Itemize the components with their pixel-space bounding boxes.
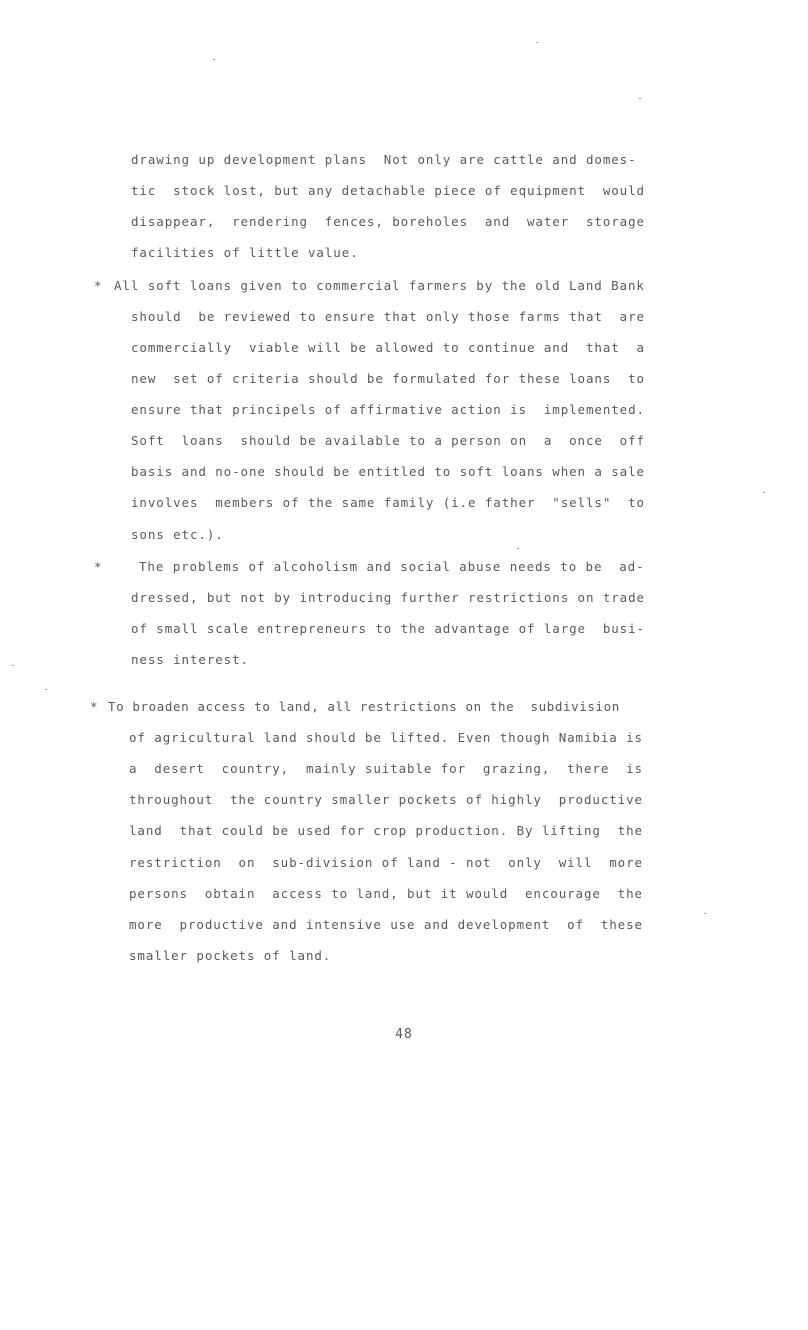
scan-speck	[12, 665, 14, 666]
text-line: sons etc.).	[131, 527, 224, 542]
scan-speck	[704, 913, 706, 914]
text-line: tic stock lost, but any detachable piece of equipment would	[131, 183, 645, 198]
text-line: disappear, rendering fences, boreholes and water storage	[131, 214, 645, 229]
text-line: drawing up development plans Not only are cattle and domes-	[131, 152, 637, 167]
text-line: Soft loans should be available to a person on a once off	[131, 433, 645, 448]
text-line: To broaden access to land, all restrictions on the subdivision	[108, 699, 620, 714]
text-line: facilities of little value.	[131, 245, 359, 260]
text-line: throughout the country smaller pockets of highly productive	[129, 792, 643, 807]
text-line: involves members of the same family (i.e father "sells" to	[131, 495, 645, 510]
scan-speck	[45, 689, 47, 690]
text-line: of small scale entrepreneurs to the advantage of large busi-	[131, 621, 645, 636]
text-line: should be reviewed to ensure that only those farms that are	[131, 309, 645, 324]
bullet-marker: *	[94, 559, 102, 574]
scan-speck	[517, 548, 519, 549]
text-line: ensure that principels of affirmative action is implemented.	[131, 402, 645, 417]
text-line: dressed, but not by introducing further restrictions on trade	[131, 590, 645, 605]
text-line: smaller pockets of land.	[129, 948, 332, 963]
scan-speck	[763, 492, 765, 493]
text-line: more productive and intensive use and development of these	[129, 917, 643, 932]
text-line: basis and no-one should be entitled to soft loans when a sale	[131, 464, 645, 479]
text-line: land that could be used for crop production. By lifting the	[129, 823, 643, 838]
text-line: of agricultural land should be lifted. Even though Namibia is	[129, 730, 643, 745]
text-line: new set of criteria should be formulated for these loans to	[131, 371, 645, 386]
scan-speck	[213, 59, 215, 60]
text-line: persons obtain access to land, but it would encourage the	[129, 886, 643, 901]
text-line: a desert country, mainly suitable for grazing, there is	[129, 761, 643, 776]
scan-speck	[536, 42, 538, 43]
bullet-marker: *	[90, 699, 98, 714]
bullet-marker: *	[94, 278, 102, 293]
page-number: 48	[395, 1027, 413, 1042]
scan-speck	[639, 98, 641, 99]
text-line: commercially viable will be allowed to continue and that a	[131, 340, 645, 355]
text-line: restriction on sub-division of land - not only will more	[129, 855, 643, 870]
text-line: The problems of alcoholism and social abuse needs to be ad-	[139, 559, 645, 574]
text-line: ness interest.	[131, 652, 249, 667]
text-line: All soft loans given to commercial farmers by the old Land Bank	[114, 278, 645, 293]
